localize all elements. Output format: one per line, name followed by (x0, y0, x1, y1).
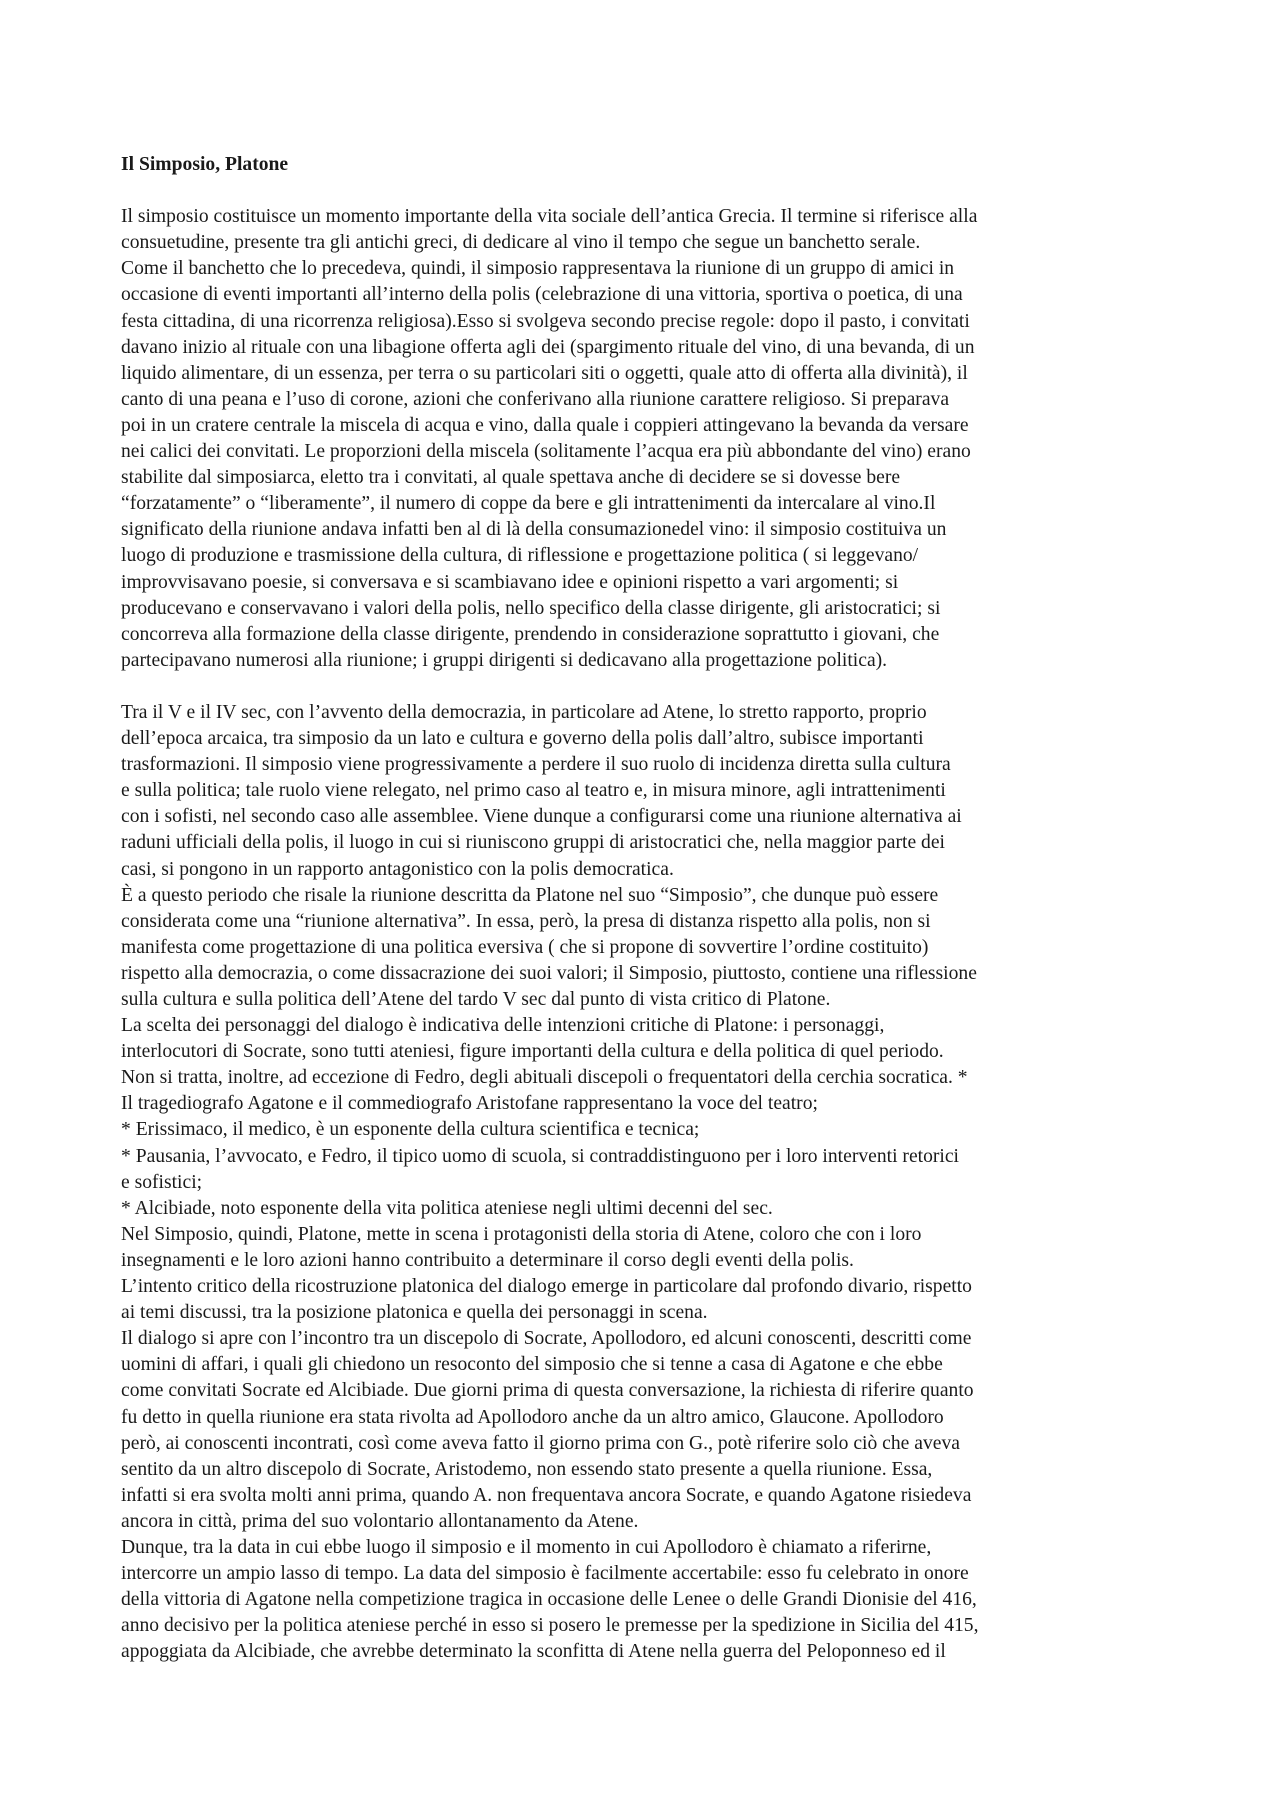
text-line: dell’epoca arcaica, tra simposio da un lato e cultura e governo della polis dall’altro, subisce importanti (121, 728, 924, 750)
text-line: Tra il V e il IV sec, con l’avvento della democrazia, in particolare ad Atene, lo stretto rapporto, proprio (121, 701, 927, 723)
text-line: considerata come una “riunione alternativa”. In essa, però, la presa di distanza rispetto alla polis, non si (121, 910, 931, 932)
text-line: sulla cultura e sulla politica dell’Atene del tardo V sec dal punto di vista critico di Platone. (121, 989, 831, 1010)
text-line: producevano e conservavano i valori della polis, nello specifico della classe dirigente, gli aristocratici; si (121, 597, 941, 619)
text-line: davano inizio al rituale con una libagione offerta agli dei (spargimento rituale del vino, di una bevanda, di un (121, 336, 975, 358)
text-line: e sulla politica; tale ruolo viene relegato, nel primo caso al teatro e, in misura minore, agli intrattenimenti (121, 780, 946, 802)
spacer (121, 178, 1163, 204)
text-line: nei calici dei convitati. Le proporzioni della miscela (solitamente l’acqua era più abbondante del vino) erano (121, 441, 971, 463)
text-line: luogo di produzione e trasmissione della cultura, di riflessione e progettazione politica ( si leggevano/ (121, 545, 919, 567)
text-line: infatti si era svolta molti anni prima, quando A. non frequentava ancora Socrate, e quando Agatone risiedeva (121, 1484, 972, 1506)
text-line: e sofistici; (121, 1171, 203, 1193)
text-line: insegnamenti e le loro azioni hanno contribuito a determinare il corso degli eventi della polis. (121, 1249, 854, 1271)
text-line: Il simposio costituisce un momento importante della vita sociale dell’antica Grecia. Il termine si riferisce alla (121, 206, 978, 228)
text-line: Come il banchetto che lo precedeva, quindi, il simposio rappresentava la riunione di un gruppo di amici in (121, 258, 955, 280)
text-line: trasformazioni. Il simposio viene progressivamente a perdere il suo ruolo di incidenza diretta sulla cultura (121, 754, 951, 776)
text-line: con i sofisti, nel secondo caso alle assemblee. Viene dunque a configurarsi come una riunione alternativa ai (121, 806, 962, 828)
paragraph-intro (121, 204, 1163, 674)
spacer (121, 674, 1163, 700)
text-line: ancora in città, prima del suo volontario allontanamento da Atene. (121, 1510, 639, 1532)
text-line: “forzatamente” o “liberamente”, il numero di coppe da bere e gli intrattenimenti da intercalare al vino.Il (121, 493, 936, 515)
text-line: Non si tratta, inoltre, ad eccezione di Fedro, degli abituali discepoli o frequentatori della cerchia socratica. * (121, 1067, 968, 1089)
document-title: Il Simposio, Platone (121, 154, 289, 175)
text-line: casi, si pongono in un rapporto antagonistico con la polis democratica. (121, 858, 674, 880)
text-line: ai temi discussi, tra la posizione platonica e quella dei personaggi in scena. (121, 1302, 708, 1324)
text-line: manifesta come progettazione di una politica eversiva ( che si propone di sovvertire l’ordine costituito) (121, 936, 929, 958)
text-line: uomini di affari, i quali gli chiedono un resoconto del simposio che si tenne a casa di Agatone e che ebbe (121, 1354, 943, 1376)
text-line: L’intento critico della ricostruzione platonica del dialogo emerge in particolare dal profondo divario, rispetto (121, 1276, 972, 1298)
text-line: però, ai conoscenti incontrati, così come aveva fatto il giorno prima con G., potè riferire solo ciò che aveva (121, 1432, 960, 1454)
text-line: improvvisavano poesie, si conversava e si scambiavano idee e opinioni rispetto a vari argomenti; si (121, 571, 899, 593)
text-line: liquido alimentare, di un essenza, per terra o su particolari siti o oggetti, quale atto di offerta alla divinità), il (121, 362, 968, 384)
text-line: * Erissimaco, il medico, è un esponente della cultura scientifica e tecnica; (121, 1119, 700, 1141)
text-line: significato della riunione andava infatti ben al di là della consumazionedel vino: il simposio costituiva un (121, 519, 947, 541)
text-line: poi in un cratere centrale la miscela di acqua e vino, dalla quale i coppieri attingevano la bevanda da versare (121, 414, 969, 436)
text-line: concorreva alla formazione della classe dirigente, prendendo in considerazione soprattutto i giovani, che (121, 623, 940, 645)
text-line: stabilite dal simposiarca, eletto tra i convitati, al quale spettava anche di decidere se si dovesse bere (121, 467, 901, 489)
text-line: festa cittadina, di una ricorrenza religiosa).Esso si svolgeva secondo precise regole: dopo il pasto, i convitati (121, 310, 970, 332)
text-line: anno decisivo per la politica ateniese perché in esso si posero le premesse per la spedizione in Sicilia del 415, (121, 1615, 979, 1637)
text-line: intercorre un ampio lasso di tempo. La data del simposio è facilmente accertabile: esso fu celebrato in onore (121, 1563, 969, 1585)
text-line: raduni ufficiali della polis, il luogo in cui si riuniscono gruppi di aristocratici che, nella maggior parte dei (121, 832, 945, 854)
text-line: della vittoria di Agatone nella competizione tragica in occasione delle Lenee o delle Grandi Dionisie del 416, (121, 1589, 977, 1611)
text-line: rispetto alla democrazia, o come dissacrazione dei suoi valori; il Simposio, piuttosto, contiene una riflessione (121, 962, 977, 984)
text-line: È a questo periodo che risale la riunione descritta da Platone nel suo “Simposio”, che dunque può essere (121, 884, 939, 906)
text-line: * Alcibiade, noto esponente della vita politica ateniese negli ultimi decenni del sec. (121, 1197, 773, 1219)
text-line: sentito da un altro discepolo di Socrate, Aristodemo, non essendo stato presente a quella riunione. Essa, (121, 1458, 933, 1480)
text-line: appoggiata da Alcibiade, che avrebbe determinato la sconfitta di Atene nella guerra del Peloponneso ed il (121, 1641, 946, 1663)
text-line: Dunque, tra la data in cui ebbe luogo il simposio e il momento in cui Apollodoro è chiamato a riferirne, (121, 1536, 932, 1558)
paragraph-main (121, 700, 1163, 1665)
text-line: fu detto in quella riunione era stata rivolta ad Apollodoro anche da un altro amico, Glaucone. Apollodoro (121, 1406, 944, 1428)
text-line: canto di una peana e l’uso di corone, azioni che conferivano alla riunione carattere religioso. Si preparava (121, 388, 950, 410)
text-line: La scelta dei personaggi del dialogo è indicativa delle intenzioni critiche di Platone: i personaggi, (121, 1015, 885, 1037)
text-line: * Pausania, l’avvocato, e Fedro, il tipico uomo di scuola, si contraddistinguono per i loro interventi retorici (121, 1145, 959, 1167)
document-body (121, 152, 1163, 1665)
text-line: come convitati Socrate ed Alcibiade. Due giorni prima di questa conversazione, la richiesta di riferire quanto (121, 1380, 974, 1402)
text-line: Il dialogo si apre con l’incontro tra un discepolo di Socrate, Apollodoro, ed alcuni conoscenti, descritti come (121, 1328, 972, 1350)
text-line: partecipavano numerosi alla riunione; i gruppi dirigenti si dedicavano alla progettazione politica). (121, 649, 888, 671)
text-line: interlocutori di Socrate, sono tutti ateniesi, figure importanti della cultura e della politica di quel periodo. (121, 1041, 944, 1063)
text-line: Nel Simposio, quindi, Platone, mette in scena i protagonisti della storia di Atene, coloro che con i loro (121, 1223, 922, 1245)
text-line: occasione di eventi importanti all’interno della polis (celebrazione di una vittoria, sportiva o poetica, di una (121, 284, 963, 306)
text-line: Il tragediografo Agatone e il commediografo Aristofane rappresentano la voce del teatro; (121, 1093, 818, 1115)
text-line: consuetudine, presente tra gli antichi greci, di dedicare al vino il tempo che segue un banchetto serale. (121, 232, 921, 254)
